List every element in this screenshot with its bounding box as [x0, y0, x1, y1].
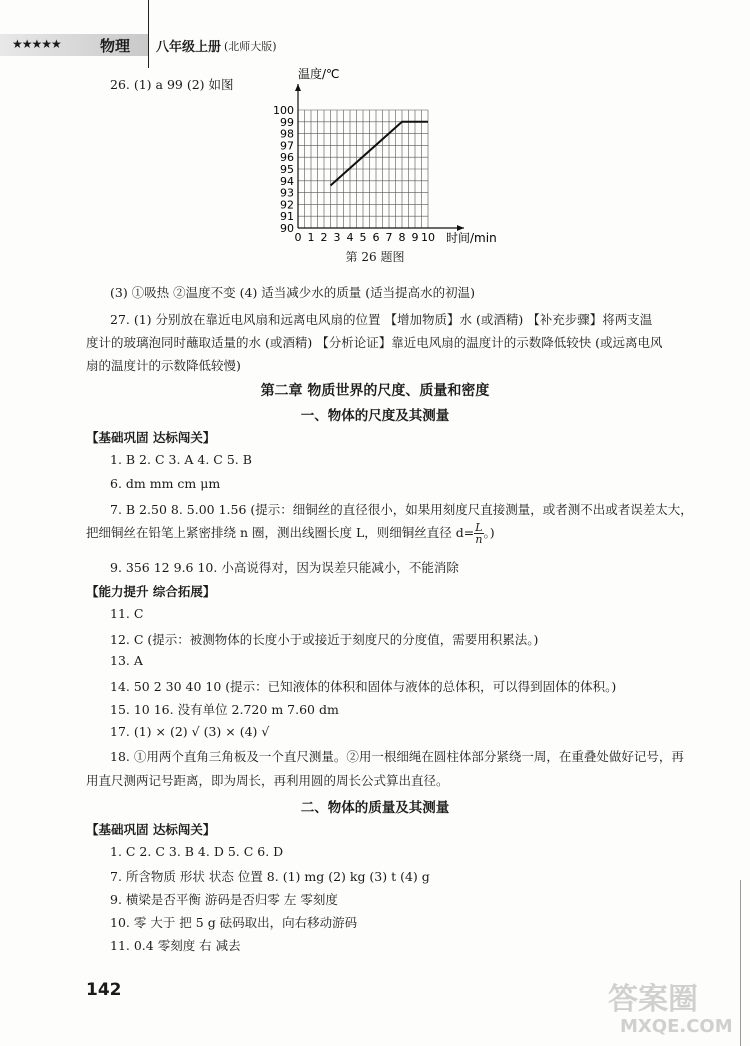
s2-line-1: 1. C 2. C 3. B 4. D 5. C 6. D	[110, 844, 284, 859]
page-edge-line	[740, 880, 741, 1046]
x-tick-label: 2	[320, 231, 328, 244]
s1-line-13: 用直尺测两记号距离，即为周长，再利用圆的周长公式算出直径。	[86, 773, 449, 788]
edition-label: (北师大版)	[224, 40, 277, 53]
watermark-url: MXQE.COM	[620, 1016, 733, 1037]
s1-line-10: 15. 10 16. 没有单位 2.720 m 7.60 dm	[110, 702, 339, 717]
s2-line-5: 11. 0.4 零刻度 右 减去	[110, 938, 241, 953]
chapter-title: 第二章 物质世界的尺度、质量和密度	[260, 383, 490, 399]
chart-grid	[298, 110, 428, 228]
q27-line-3: 扇的温度计的示数降低较慢)	[86, 358, 241, 373]
y-axis-arrow	[295, 84, 301, 91]
fraction-denominator: n	[475, 533, 483, 546]
section-2-basic-label: 【基础巩固 达标闯关】	[86, 822, 216, 837]
x-tick-label: 10	[421, 231, 435, 244]
watermark-logo: 答案圈	[608, 982, 698, 1017]
q26-caption: 第 26 题图	[345, 250, 405, 264]
s1-line-2: 6. dm mm cm μm	[110, 476, 221, 491]
x-tick-label: 9	[411, 231, 419, 244]
chart-axes	[295, 84, 464, 231]
x-tick-label: 5	[359, 231, 367, 244]
x-tick-label: 0	[294, 231, 302, 244]
y-axis-label: 温度/℃	[298, 67, 340, 81]
s1-line-1: 1. B 2. C 3. A 4. C 5. B	[110, 452, 252, 467]
y-tick-label: 95	[280, 163, 294, 176]
y-tick-label: 100	[273, 104, 294, 117]
y-tick-label: 90	[280, 222, 294, 235]
q27-line-2: 度计的玻璃泡同时蘸取适量的水 (或酒精) 【分析论证】靠近电风扇的温度计的示数降低较快 (或远离电风	[86, 335, 663, 350]
header-divider	[148, 0, 149, 68]
temperature-series-line	[331, 122, 429, 186]
page-number: 142	[86, 980, 122, 1000]
diameter-fraction	[474, 522, 483, 545]
y-tick-label: 94	[280, 174, 294, 188]
y-tick-labels	[273, 104, 294, 235]
s2-line-4: 10. 零 大于 把 5 g 砝码取出，向右移动游码	[110, 915, 358, 930]
s1-line-4-text: 把细铜丝在铅笔上紧密排绕 n 圈，测出线圈长度 L，则细铜丝直径 d=	[86, 525, 475, 540]
rating-stars: ★★★★★	[12, 37, 61, 51]
s1-line-11: 17. (1) × (2) √ (3) × (4) √	[110, 724, 270, 739]
y-tick-label: 99	[280, 115, 294, 129]
y-tick-label: 93	[280, 186, 294, 200]
section-2-title: 二、物体的质量及其测量	[300, 800, 450, 816]
s2-line-3: 9. 横梁是否平衡 游码是否归零 左 零刻度	[110, 892, 338, 907]
q26-line: 26. (1) a 99 (2) 如图	[110, 77, 234, 92]
section-1-advanced-label: 【能力提升 综合拓展】	[86, 584, 216, 599]
s1-line-12: 18. ①用两个直角三角板及一个直尺测量。②用一根细绳在圆柱体部分紧绕一周，在重叠处做好记号，再	[110, 749, 684, 764]
s1-line-4-end: 。)	[483, 525, 495, 540]
grade-label: 八年级上册	[156, 40, 222, 55]
section-1-title: 一、物体的尺度及其测量	[300, 408, 450, 424]
x-tick-label: 4	[346, 231, 354, 244]
section-1-basic-label: 【基础巩固 达标闯关】	[86, 430, 216, 445]
s1-line-7: 12. C (提示：被测物体的长度小于或接近于刻度尺的分度值，需要用积累法。)	[110, 632, 539, 647]
y-tick-label: 98	[280, 127, 294, 141]
fraction-numerator: L	[475, 521, 483, 534]
q26-continuation: (3) ①吸热 ②温度不变 (4) 适当减少水的质量 (适当提高水的初温)	[110, 285, 476, 300]
y-tick-label: 91	[280, 210, 294, 224]
s1-line-5: 9. 356 12 9.6 10. 小高说得对，因为误差只能减小，不能消除	[110, 560, 459, 575]
y-tick-label: 97	[280, 139, 294, 153]
x-tick-label: 8	[398, 231, 406, 244]
s1-line-6: 11. C	[110, 606, 144, 621]
x-tick-label: 3	[333, 231, 341, 244]
y-tick-label: 96	[280, 151, 294, 165]
s1-line-9: 14. 50 2 30 40 10 (提示：已知液体的体积和固体与液体的总体积，可以得到固体的体积。)	[110, 679, 617, 694]
s1-line-4	[86, 522, 495, 545]
x-tick-label: 1	[307, 231, 315, 244]
subject-title: 物理	[100, 37, 131, 55]
x-tick-labels	[295, 231, 436, 244]
s2-line-2: 7. 所含物质 形状 状态 位置 8. (1) mg (2) kg (3) t (4) g	[110, 869, 430, 884]
s1-line-3: 7. B 2.50 8. 5.00 1.56 (提示：细铜丝的直径很小，如果用刻度尺直接测量，或者测不出或者误差太大，	[110, 502, 693, 517]
x-tick-label: 7	[385, 231, 393, 244]
y-tick-label: 92	[280, 198, 294, 212]
q27-line-1: 27. (1) 分别放在靠近电风扇和远离电风扇的位置 【增加物质】水 (或酒精) 【补充步骤】将两支温	[110, 312, 653, 327]
temperature-chart	[262, 67, 497, 258]
s1-line-8: 13. A	[110, 653, 143, 668]
x-tick-label: 6	[372, 231, 380, 244]
x-axis-label: 时间/min	[446, 231, 497, 245]
